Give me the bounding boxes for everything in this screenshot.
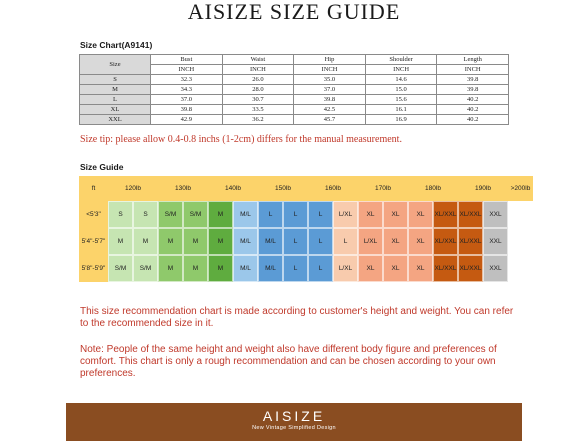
size-recommendation-cell: XL/XXL	[433, 255, 458, 282]
measurement-cell: 14.6	[365, 75, 437, 85]
size-recommendation-cell: XL	[408, 228, 433, 255]
size-recommendation-cell: M/L	[233, 228, 258, 255]
table-row	[80, 95, 509, 105]
size-recommendation-cell: XL/XXL	[458, 228, 483, 255]
measurement-cell: 39.8	[151, 105, 223, 115]
height-label-cell: 5'8"-5'9"	[79, 255, 108, 282]
size-recommendation-cell: M	[208, 201, 233, 228]
size-recommendation-cell: XL/XXL	[433, 228, 458, 255]
size-cell: XXL	[80, 115, 151, 125]
size-recommendation-cell: L/XL	[333, 255, 358, 282]
recommendation-note: This size recommendation chart is made according to customer's height and weight. You can refer to the recommended size in it.	[80, 306, 514, 329]
weight-header-cell: 130lb	[158, 176, 208, 201]
column-header: Waist	[222, 55, 294, 65]
weight-header-cell: >200lb	[508, 176, 533, 201]
column-header: Length	[437, 55, 509, 65]
size-recommendation-cell: L	[333, 228, 358, 255]
size-recommendation-cell: M/L	[258, 228, 283, 255]
height-header-cell: ft	[79, 176, 108, 201]
column-header: Bust	[151, 55, 223, 65]
size-recommendation-cell: XL	[383, 228, 408, 255]
brand-tagline: New Vintage Simplified Design	[252, 425, 336, 431]
table-row	[80, 75, 509, 85]
size-recommendation-cell: L	[258, 201, 283, 228]
unit-cell: INCH	[437, 65, 509, 75]
measurement-cell: 45.7	[294, 115, 366, 125]
size-recommendation-cell: M	[208, 255, 233, 282]
size-recommendation-cell: M	[133, 228, 158, 255]
size-recommendation-cell: XXL	[483, 228, 508, 255]
measurement-cell: 34.3	[151, 85, 223, 95]
unit-cell: INCH	[222, 65, 294, 75]
measurement-cell: 40.2	[437, 95, 509, 105]
measurement-cell: 15.0	[365, 85, 437, 95]
weight-header-cell: 170lb	[358, 176, 408, 201]
measurement-cell: 28.0	[222, 85, 294, 95]
size-recommendation-cell: S/M	[183, 201, 208, 228]
size-recommendation-cell: XL/XXL	[458, 201, 483, 228]
unit-cell: INCH	[294, 65, 366, 75]
size-recommendation-cell: L	[308, 255, 333, 282]
size-recommendation-cell: XL	[408, 201, 433, 228]
size-recommendation-cell: L	[283, 201, 308, 228]
size-recommendation-cell: M	[183, 255, 208, 282]
size-recommendation-cell: L	[308, 228, 333, 255]
size-recommendation-cell: XL	[383, 201, 408, 228]
disclaimer-note: Note: People of the same height and weight also have different body figure and preferences of comfort. This chart is only a rough recommendation and can be chosen according to your own preferences.	[80, 344, 497, 379]
weight-header-cell: 190lb	[458, 176, 508, 201]
measurement-cell: 36.2	[222, 115, 294, 125]
measurement-cell: 40.2	[437, 105, 509, 115]
size-guide-grid	[79, 176, 531, 282]
column-header: Hip	[294, 55, 366, 65]
size-recommendation-cell: L/XL	[333, 201, 358, 228]
size-header-cell: Size	[80, 55, 151, 75]
weight-header-cell: 180lb	[408, 176, 458, 201]
size-recommendation-cell: M/L	[233, 255, 258, 282]
table-row	[80, 115, 509, 125]
measurement-cell: 33.5	[222, 105, 294, 115]
size-recommendation-cell: L	[308, 201, 333, 228]
size-recommendation-cell: S/M	[108, 255, 133, 282]
measurement-cell: 26.0	[222, 75, 294, 85]
size-recommendation-cell: M	[108, 228, 133, 255]
size-cell: M	[80, 85, 151, 95]
size-recommendation-cell: M	[183, 228, 208, 255]
size-recommendation-cell: M	[208, 228, 233, 255]
size-recommendation-cell: M	[158, 228, 183, 255]
size-recommendation-cell: S	[108, 201, 133, 228]
measurement-cell: 42.9	[151, 115, 223, 125]
brand-banner	[66, 403, 522, 441]
measurement-cell: 35.0	[294, 75, 366, 85]
height-label-cell: <5'3"	[79, 201, 108, 228]
table-row	[80, 105, 509, 115]
size-recommendation-cell: XL/XXL	[458, 255, 483, 282]
brand-logo: AISIZE	[262, 408, 326, 424]
measurement-cell: 39.8	[294, 95, 366, 105]
size-recommendation-cell: S/M	[133, 255, 158, 282]
size-recommendation-cell: M/L	[233, 201, 258, 228]
measurement-cell: 40.2	[437, 115, 509, 125]
unit-cell: INCH	[151, 65, 223, 75]
size-guide-label: Size Guide	[80, 162, 124, 172]
size-cell: XL	[80, 105, 151, 115]
measurement-cell: 37.0	[151, 95, 223, 105]
size-chart-label: Size Chart(A9141)	[80, 40, 153, 50]
measurement-cell: 37.0	[294, 85, 366, 95]
measurement-cell: 39.8	[437, 75, 509, 85]
size-recommendation-cell: XL	[358, 201, 383, 228]
size-recommendation-cell: L	[283, 228, 308, 255]
size-recommendation-cell: XL	[408, 255, 433, 282]
size-recommendation-cell: S	[133, 201, 158, 228]
size-recommendation-cell: XXL	[483, 255, 508, 282]
size-recommendation-cell: XL	[358, 255, 383, 282]
size-recommendation-cell: L	[283, 255, 308, 282]
size-recommendation-cell: XL	[383, 255, 408, 282]
size-recommendation-cell: XL/XXL	[433, 201, 458, 228]
size-recommendation-cell: XXL	[483, 201, 508, 228]
column-header: Shoulder	[365, 55, 437, 65]
unit-cell: INCH	[365, 65, 437, 75]
measurement-cell: 32.3	[151, 75, 223, 85]
size-cell: S	[80, 75, 151, 85]
size-recommendation-cell: S/M	[158, 201, 183, 228]
measurement-cell: 39.8	[437, 85, 509, 95]
measurement-cell: 16.1	[365, 105, 437, 115]
size-chart-table	[79, 54, 509, 125]
weight-header-cell: 120lb	[108, 176, 158, 201]
measurement-cell: 30.7	[222, 95, 294, 105]
measurement-cell: 16.9	[365, 115, 437, 125]
height-label-cell: 5'4"-5'7"	[79, 228, 108, 255]
weight-header-cell: 140lb	[208, 176, 258, 201]
size-recommendation-cell: L/XL	[358, 228, 383, 255]
size-tip: Size tip: please allow 0.4-0.8 inchs (1-2cm) differs for the manual measurement.	[80, 134, 402, 145]
table-row	[80, 85, 509, 95]
measurement-cell: 42.5	[294, 105, 366, 115]
weight-header-cell: 160lb	[308, 176, 358, 201]
size-recommendation-cell: M	[158, 255, 183, 282]
weight-header-cell: 150lb	[258, 176, 308, 201]
measurement-cell: 15.6	[365, 95, 437, 105]
size-recommendation-cell: M/L	[258, 255, 283, 282]
page-title: AISIZE SIZE GUIDE	[187, 0, 401, 24]
size-cell: L	[80, 95, 151, 105]
